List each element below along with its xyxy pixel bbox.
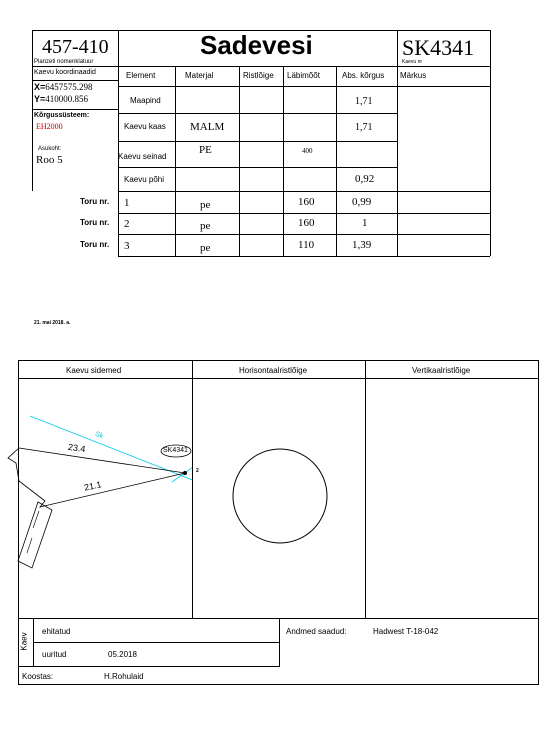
pipe-material: pe (200, 242, 211, 254)
pipe-segment-outline (18, 502, 52, 568)
row-element: Kaevu kaas (124, 122, 166, 131)
pipe-height: 1,39 (352, 239, 372, 251)
building-outline (8, 448, 185, 507)
col-title-horizontal-section: Horisontaalristlõige (239, 366, 308, 375)
pipe-num: 3 (124, 240, 130, 252)
y-coordinate (34, 94, 88, 104)
pipe-number-label: 2 (196, 468, 199, 474)
pipe-diameter: 110 (298, 239, 315, 251)
location-value: Roo 5 (36, 154, 63, 166)
well-number: SK4341 (402, 35, 475, 60)
data-source-value: Hadwest T-18-042 (373, 627, 439, 636)
author-name: H.Rohulaid (104, 672, 144, 681)
height-system-label: Kõrgussüsteem: (34, 112, 90, 119)
well-number-label: Kaevu nr (402, 59, 423, 65)
x-label: X= (34, 82, 46, 92)
col-title-well-connections: Kaevu sidemed (66, 366, 122, 375)
horizontal-section-circle (192, 378, 365, 618)
pipe-label: Toru nr. (80, 240, 110, 249)
data-source-label: Andmed saadud: (286, 627, 347, 636)
well-tag: SK4341 (163, 447, 188, 454)
y-label: Y= (34, 94, 46, 104)
col-header-height: Abs. kõrgus (342, 71, 385, 80)
col-header-element: Element (126, 71, 156, 80)
pipe-diameter: 160 (298, 217, 315, 229)
col-header-material: Materjal (185, 71, 214, 80)
row-element: Kaevu põhi (124, 175, 165, 184)
pipe-num: 1 (124, 197, 130, 209)
nomenclature-label: Planzeti nomenklatuur (34, 59, 94, 65)
cyan-line-label: Sk (93, 430, 105, 441)
pipe-material: pe (200, 220, 211, 232)
x-value: 6457575.298 (45, 82, 93, 92)
row-height: 1,71 (355, 96, 373, 107)
location-label: Asukoht: (38, 146, 62, 152)
row-material: MALM (190, 121, 225, 133)
built-label: ehitatud (42, 627, 71, 636)
surveyed-date: 05.2018 (108, 650, 137, 659)
well-connections-sketch (0, 378, 192, 618)
pipe-segment-hatch (27, 538, 32, 553)
col-header-notes: Märkus (400, 71, 427, 80)
nomenclature-number: 457-410 (42, 36, 109, 58)
pipe-label: Toru nr. (80, 218, 110, 227)
pipe-label: Toru nr. (80, 197, 110, 206)
row-element: Kaevu seinad (118, 152, 167, 161)
pipe-num: 2 (124, 218, 130, 230)
page-title: Sadevesi (200, 30, 313, 60)
height-system-value: EH2000 (36, 122, 63, 131)
pipe-material: pe (200, 199, 211, 211)
document-date: 21. mai 2018. a. (34, 320, 71, 326)
pipe-height: 0,99 (352, 196, 372, 208)
row-material: PE (199, 144, 212, 156)
row-element: Maapind (130, 96, 161, 105)
row-height: 1,71 (355, 122, 373, 133)
row-height: 0,92 (355, 173, 375, 185)
col-header-section: Ristlõige (243, 71, 274, 80)
y-value: 410000.856 (45, 94, 89, 104)
pipe-height: 1 (362, 217, 368, 229)
well-point (183, 471, 187, 475)
col-title-vertical-section: Vertikaalristlõige (412, 366, 471, 375)
row-diameter: 400 (302, 147, 313, 155)
col-header-diameter: Läbimõõt (287, 71, 320, 80)
author-label: Koostas: (22, 672, 54, 681)
coords-label: Kaevu koordinaadid (34, 69, 96, 76)
footer-side-label: Kaev (19, 632, 29, 651)
dimension-lower: 21.1 (83, 479, 103, 493)
x-coordinate (34, 82, 93, 92)
surveyed-label: uuritud (42, 650, 67, 659)
dimension-upper: 23.4 (67, 441, 87, 455)
pipe-diameter: 160 (298, 196, 315, 208)
